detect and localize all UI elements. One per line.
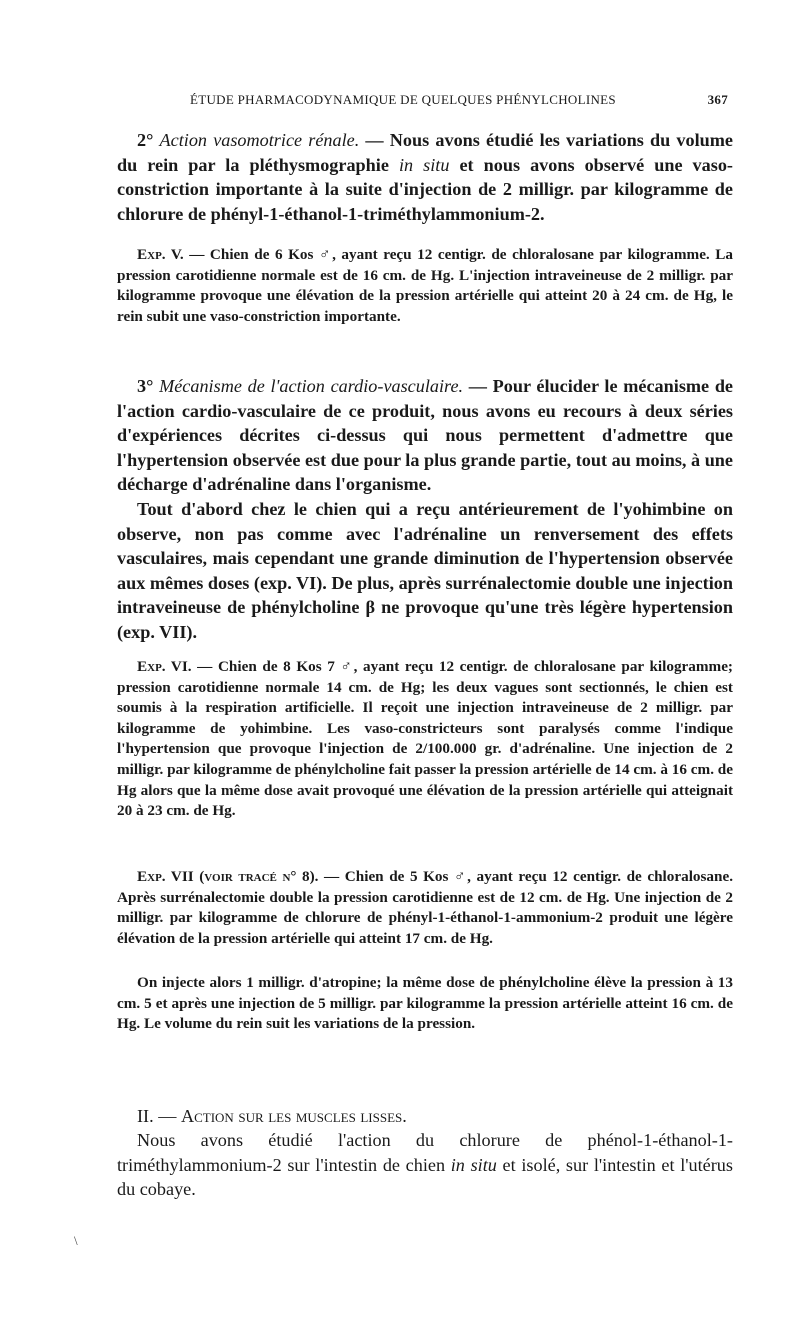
experiment-5: Exp. V. — Chien de 6 Kos ♂, ayant reçu 12 centigr. de chloralosane par kilogramme. La pression carotidienne normale est de 16 cm. de Hg. L'injection intraveineuse de 2 milligr. par kilogramme provoque une élévation de la pression artérielle qui atteint 20 à 24 cm. de Hg, le rein subit une vaso-constriction importante. — [117, 246, 733, 325]
section-3-paragraph-1: 3° Mécanisme de l'action cardio-vasculaire. — Pour élucider le mécanisme de l'action cardio-vasculaire de ce produit, nous avons eu recours à deux séries d'expériences décrites ci-dessus qui nous permettent d'admettre que l'hypertension observée est due pour la plus grande partie, tout au moins, à une décharge d'adrénaline dans l'organisme. — [117, 376, 734, 495]
experiment-7: Exp. VII (voir tracé n° 8). — Chien de 5 Kos ♂, ayant reçu 12 centigr. de chloralosane. Après surrénalectomie double la pression carotidienne est de 12 cm. de Hg. Une injection de 2 milligr. par kilogramme de chlorure de phényl-1-éthanol-1-ammonium-2 produit une légère élévation de la pression artérielle qui atteint 17 cm. de Hg. — [117, 868, 733, 947]
section-II-heading — [117, 1104, 733, 1129]
section-II-paragraph: Nous avons étudié l'action du chlorure de phénol-1-éthanol-1-triméthylammonium-2 sur l'intestin de chien in situ et isolé, sur l'intestin et l'utérus du cobaye. — [117, 1130, 733, 1200]
running-title: ÉTUDE PHARMACODYNAMIQUE DE QUELQUES PHÉNYLCHOLINES — [190, 92, 616, 107]
experiment-7-continued: On injecte alors 1 milligr. d'atropine; la même dose de phénylcholine élève la pression à 13 cm. 5 et après une injection de 5 milligr. par kilogramme la pression artérielle atteint 16 cm. de Hg. Le volume du rein suit les variations de la pression. — [117, 974, 733, 1033]
page-number: 367 — [707, 92, 728, 107]
section-2-title: Action vasomotrice rénale. — [159, 130, 360, 150]
section-3-title: Mécanisme de l'action cardio-vasculaire. — [159, 376, 464, 396]
experiment-6: Exp. VI. — Chien de 8 Kos 7 ♂, ayant reçu 12 centigr. de chloralosane par kilogramme; pression carotidienne normale 14 cm. de Hg; les deux vagues sont sectionnés, le chien est soumis à la respiration artificielle. Il reçoit une injection intraveineuse de 2 milligr. par kilogramme de yohimbine. Les vaso-constricteurs sont paralysés comme l'indique l'hypertension que provoque l'injection de 2/100.000 gr. d'adrénaline. Une injection de 2 milligr. par kilogramme de phénylcholine fait passer la pression artérielle de 14 cm. à 16 cm. de Hg alors que la même dose avait provoqué une élévation de la pression artérielle qui atteignait 20 à 23 cm. de Hg. — [117, 658, 733, 820]
section-3-number: 3° — [137, 376, 154, 396]
section-2-number: 2° — [137, 130, 154, 150]
experiment-7-label: Exp. VII (voir tracé n° 8). — [137, 868, 319, 885]
section-II-title: Action sur les muscles lisses. — [180, 1106, 407, 1126]
section-2-paragraph: 2° Action vasomotrice rénale. — Nous avons étudié les variations du volume du rein par la pléthysmographie in situ et nous avons observé une vaso-constriction importante à la suite d'injection de 2 milligr. par kilogramme de chlorure de phényl-1-éthanol-1-triméthylammonium-2. — [117, 130, 733, 224]
running-header — [120, 92, 740, 112]
experiment-5-label: Exp. V. — [137, 246, 184, 263]
margin-mark: \ — [74, 1233, 78, 1248]
section-II-number: II. — — [137, 1106, 177, 1126]
section-3-paragraph-2: Tout d'abord chez le chien qui a reçu antérieurement de l'yohimbine on observe, non pas comme avec l'adrénaline un renversement des effets vasculaires, mais cependant une grande diminution de l'hypertension observée aux mêmes doses (exp. VI). De plus, après surrénalectomie double une injection intraveineuse de phénylcholine β ne provoque qu'une très légère hypertension (exp. VII). — [117, 499, 733, 642]
experiment-6-label: Exp. VI. — [137, 658, 192, 675]
